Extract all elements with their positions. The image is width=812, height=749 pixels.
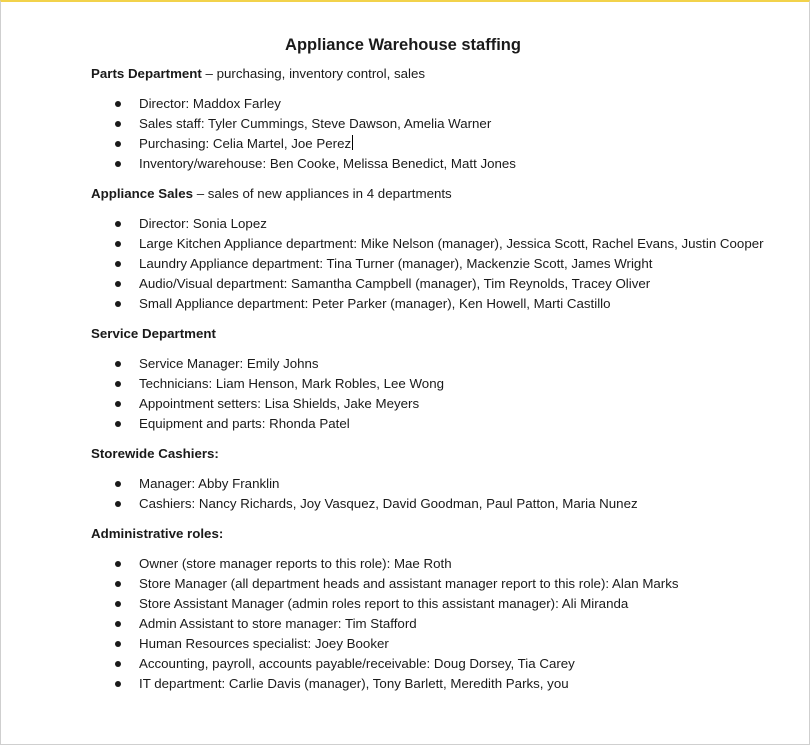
section-heading-cashiers <box>91 444 781 464</box>
section-list-service <box>91 354 781 434</box>
section-heading-service <box>91 324 781 344</box>
bullet-icon <box>115 281 121 287</box>
section-name: Administrative roles: <box>91 526 224 541</box>
list-item: Accounting, payroll, accounts payable/receivable: Doug Dorsey, Tia Carey <box>91 654 781 674</box>
section-heading-appliance-sales <box>91 184 781 204</box>
list-item: Admin Assistant to store manager: Tim Stafford <box>91 614 781 634</box>
list-item: Small Appliance department: Peter Parker (manager), Ken Howell, Marti Castillo <box>91 294 781 314</box>
bullet-icon <box>115 661 121 667</box>
bullet-icon <box>115 601 121 607</box>
section-list-administrative <box>91 554 781 694</box>
list-item: Laundry Appliance department: Tina Turner (manager), Mackenzie Scott, James Wright <box>91 254 781 274</box>
list-item: Appointment setters: Lisa Shields, Jake Meyers <box>91 394 781 414</box>
list-item: Director: Maddox Farley <box>91 94 781 114</box>
bullet-icon <box>115 361 121 367</box>
section-name: Appliance Sales <box>91 186 193 201</box>
bullet-icon <box>115 241 121 247</box>
bullet-icon <box>115 581 121 587</box>
list-item: Inventory/warehouse: Ben Cooke, Melissa Benedict, Matt Jones <box>91 154 781 174</box>
bullet-icon <box>115 401 121 407</box>
bullet-icon <box>115 381 121 387</box>
list-item: Equipment and parts: Rhonda Patel <box>91 414 781 434</box>
list-item: Large Kitchen Appliance department: Mike Nelson (manager), Jessica Scott, Rachel Evans, Justin Cooper <box>91 234 781 254</box>
bullet-icon <box>115 221 121 227</box>
section-list-parts <box>91 94 781 174</box>
list-item: Human Resources specialist: Joey Booker <box>91 634 781 654</box>
list-item: IT department: Carlie Davis (manager), Tony Barlett, Meredith Parks, you <box>91 674 781 694</box>
text-cursor <box>352 135 353 150</box>
section-name: Parts Department <box>91 66 202 81</box>
section-description: – sales of new appliances in 4 departments <box>193 186 452 201</box>
list-item: Service Manager: Emily Johns <box>91 354 781 374</box>
bullet-icon <box>115 641 121 647</box>
document-body[interactable] <box>91 34 781 704</box>
section-name: Storewide Cashiers: <box>91 446 219 461</box>
section-heading-administrative <box>91 524 781 544</box>
list-item: Sales staff: Tyler Cummings, Steve Dawson, Amelia Warner <box>91 114 781 134</box>
bullet-icon <box>115 301 121 307</box>
bullet-icon <box>115 501 121 507</box>
section-description: – purchasing, inventory control, sales <box>201 66 426 81</box>
list-item: Store Manager (all department heads and assistant manager report to this role): Alan Marks <box>91 574 781 594</box>
bullet-icon <box>115 121 121 127</box>
bullet-icon <box>115 621 121 627</box>
bullet-icon <box>115 141 121 147</box>
list-item: Cashiers: Nancy Richards, Joy Vasquez, David Goodman, Paul Patton, Maria Nunez <box>91 494 781 514</box>
section-list-appliance-sales <box>91 214 781 314</box>
document-title: Appliance Warehouse staffing <box>285 36 521 54</box>
list-item: Owner (store manager reports to this role): Mae Roth <box>91 554 781 574</box>
bullet-icon <box>115 681 121 687</box>
list-item: Audio/Visual department: Samantha Campbell (manager), Tim Reynolds, Tracey Oliver <box>91 274 781 294</box>
list-item: Technicians: Liam Henson, Mark Robles, Lee Wong <box>91 374 781 394</box>
section-heading-parts <box>91 64 781 84</box>
bullet-icon <box>115 261 121 267</box>
list-item: Purchasing: Celia Martel, Joe Perez <box>91 134 781 154</box>
bullet-icon <box>115 101 121 107</box>
bullet-icon <box>115 161 121 167</box>
section-list-cashiers <box>91 474 781 514</box>
bullet-icon <box>115 481 121 487</box>
bullet-icon <box>115 421 121 427</box>
section-name: Service Department <box>91 326 216 341</box>
list-item: Store Assistant Manager (admin roles report to this assistant manager): Ali Miranda <box>91 594 781 614</box>
list-item: Manager: Abby Franklin <box>91 474 781 494</box>
list-item: Director: Sonia Lopez <box>91 214 781 234</box>
bullet-icon <box>115 561 121 567</box>
